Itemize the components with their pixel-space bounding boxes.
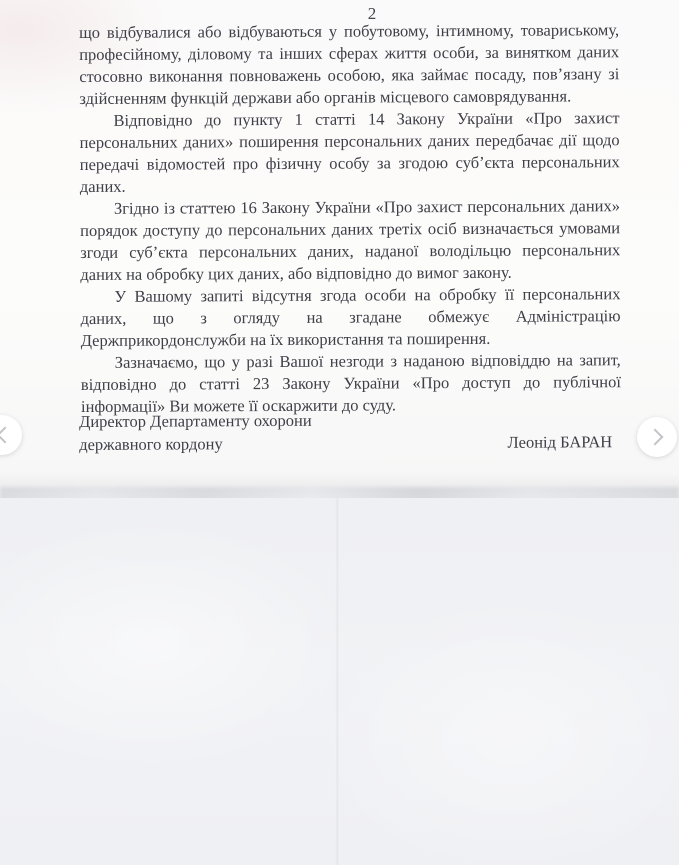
- signature-block: [79, 407, 612, 456]
- paragraph: що відбувалися або відбуваються у побутовому, інтимному, товариському, професійному, діловому та інших сферах життя особи, за винятком даних стосовно виконання повноважень особою, яка займає посаду, пов’язану зі здійсненням функцій держави або органів місцевого самоврядування.: [79, 20, 620, 108]
- letter-body: [79, 19, 621, 418]
- chevron-left-icon: [0, 427, 13, 444]
- signature-title-line-2: державного кордону: [79, 434, 223, 454]
- next-page-button[interactable]: [637, 417, 677, 457]
- paragraph: Згідно із статтею 16 Закону України «Про захист персональних даних» порядок доступу до персональних даних третіх осіб визначається умовами згоди суб’єкта персональних даних, наданої володільцю персональних даних на обробку цих даних, або відповідно до вимог закону.: [80, 196, 621, 284]
- paper-fold-line: [336, 498, 339, 865]
- paragraph: Зазначаємо, що у разі Вашої незгоди з наданою відповіддю на запит, відповідно до статті 23 Закону України «Про доступ до публічної інформації» Ви можете її оскаржити до суду.: [80, 350, 621, 416]
- signature-title: [79, 409, 312, 456]
- page-number: 2: [367, 4, 377, 23]
- paragraph: У Вашому запиті відсутня згода особи на обробку її персональних даних, що з огляду на згадане обмежує Адміністрацію Держприкордонслужби на їх використання та поширення.: [80, 284, 621, 350]
- signature-title-line-1: Директор Департаменту охорони: [79, 410, 312, 431]
- chevron-right-icon: [647, 429, 664, 446]
- paragraph: Відповідно до пункту 1 статті 14 Закону України «Про захист персональних даних» поширення персональних даних передбачає дії щодо передачі відомостей про фізичну особу за згодою суб’єкта персональних даних.: [79, 108, 620, 196]
- signature-name: Леонід БАРАН: [507, 432, 613, 452]
- blank-scanned-page: [0, 498, 679, 865]
